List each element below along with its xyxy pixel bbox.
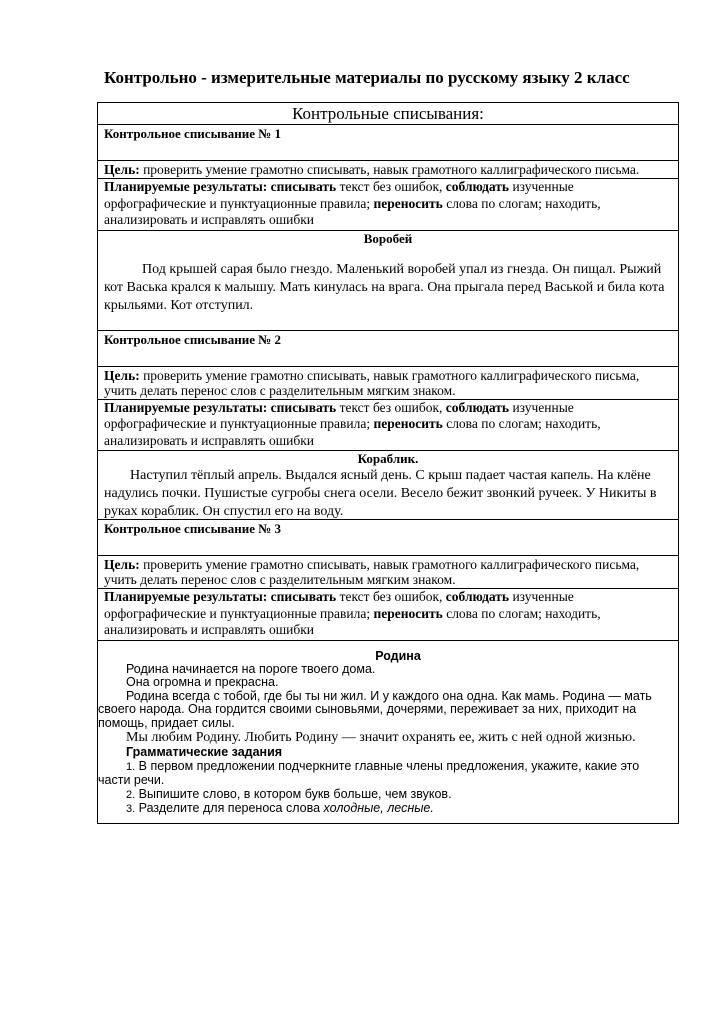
text-line: Она огромна и прекрасна. (126, 675, 279, 689)
task-text: Выпишите слово, в котором букв больше, чем звуков. (138, 786, 452, 801)
goal-label: Цель: (104, 367, 140, 383)
section-2-results (98, 400, 678, 452)
text-line: Родина всегда с тобой, где бы ты ни жил. И у каждого она одна. Как мамь. Родина — мать своего народа. Она гордится своими сыновьями, дочерями, переживает за них, приходит на помощь, придает силы. (98, 688, 652, 730)
section-3-goal (98, 556, 678, 589)
task-number: 1. (126, 760, 136, 773)
results-verb: переносить (373, 195, 443, 211)
results-text: изученные орфографические и пунктуационные правила; (104, 399, 574, 431)
results-text: текст без ошибок, (336, 589, 446, 604)
results-label: Планируемые результаты: (104, 589, 268, 604)
text-line: Родина начинается на пороге твоего дома. (126, 661, 376, 676)
section-1-results (98, 179, 678, 231)
text-line: Мы любим Родину. Любить Родину — значит охранять ее, жить с ней одной жизнью. (126, 730, 636, 745)
section-2-heading: Контрольное списывание № 2 (98, 331, 678, 367)
text-body: Наступил тёплый апрель. Выдался ясный день. С крыш падает частая капель. На клёне надулись почки. Пушистые сугробы снега осели. Весело бежит звонкий ручеек. У Никиты в руках кораблик. Он спустил его на воду. (104, 468, 657, 519)
task-number: 3. (126, 803, 136, 815)
task-text: В первом предложении подчеркните главные члены предложения, укажите, какие это части речи. (98, 758, 640, 787)
results-verb: переносить (373, 605, 443, 621)
task-item (98, 760, 670, 788)
goal-label: Цель: (104, 557, 140, 572)
results-label: Планируемые результаты: (104, 179, 268, 194)
section-1-heading: Контрольное списывание № 1 (98, 125, 678, 161)
section-2-goal (98, 367, 678, 400)
goal-text: проверить умение грамотно списывать, навык грамотного каллиграфического письма. (139, 162, 640, 177)
results-verb: переносить (373, 416, 443, 431)
task-item (126, 802, 670, 817)
section-1-text (98, 231, 678, 331)
results-text: слова по слогам; находить, анализировать и исправлять ошибки (104, 416, 601, 448)
results-verb: списывать (267, 179, 337, 194)
results-text: изученные орфографические и пунктуационные правила; (104, 179, 574, 211)
results-text: слова по слогам; находить, анализировать и исправлять ошибки (104, 605, 601, 637)
results-text: текст без ошибок, (336, 179, 446, 194)
results-verb: списывать (267, 399, 337, 415)
task-number: 2. (126, 788, 136, 801)
results-verb: списывать (267, 589, 337, 604)
dictation-table (97, 102, 679, 824)
section-1-goal (98, 161, 678, 179)
task-italic-words: холодные, лесные. (323, 801, 434, 815)
results-text: слова по слогам; находить, анализировать и исправлять ошибки (104, 195, 601, 227)
results-label: Планируемые результаты: (104, 399, 268, 415)
section-3-text (98, 641, 678, 823)
text-title: Родина (375, 648, 421, 663)
results-text: изученные орфографические и пунктуационные правила; (104, 589, 574, 621)
text-title: Воробей (363, 230, 413, 246)
task-item (126, 788, 670, 803)
results-text: текст без ошибок, (336, 399, 446, 415)
section-3-heading: Контрольное списывание № 3 (98, 520, 678, 556)
results-verb: соблюдать (445, 179, 510, 194)
task-text: Разделите для переноса слова (138, 801, 324, 815)
section-2-text (98, 451, 678, 520)
section-3-results (98, 589, 678, 641)
results-verb: соблюдать (445, 399, 510, 415)
text-body: Под крышей сарая было гнездо. Маленький воробей упал из гнезда. Он пищал. Рыжий кот Васька крался к малышу. Мать кинулась на врага. Она прыгала перед Васькой и била кота крыльями. Кот отступил. (104, 261, 665, 313)
text-title: Кораблик. (357, 451, 419, 466)
goal-text: проверить умение грамотно списывать, навык грамотного каллиграфического письма, учить делать перенос слов с разделительным мягким знаком. (104, 367, 640, 398)
goal-text: проверить умение грамотно списывать, навык грамотного каллиграфического письма, учить делать перенос слов с разделительным мягким знаком. (104, 557, 640, 587)
goal-label: Цель: (104, 162, 140, 177)
document-title: Контрольно - измерительные материалы по русскому языку 2 класс (104, 68, 630, 87)
tasks-heading: Грамматические задания (126, 745, 283, 759)
table-title: Контрольные списывания: (98, 103, 678, 125)
results-verb: соблюдать (445, 589, 510, 604)
